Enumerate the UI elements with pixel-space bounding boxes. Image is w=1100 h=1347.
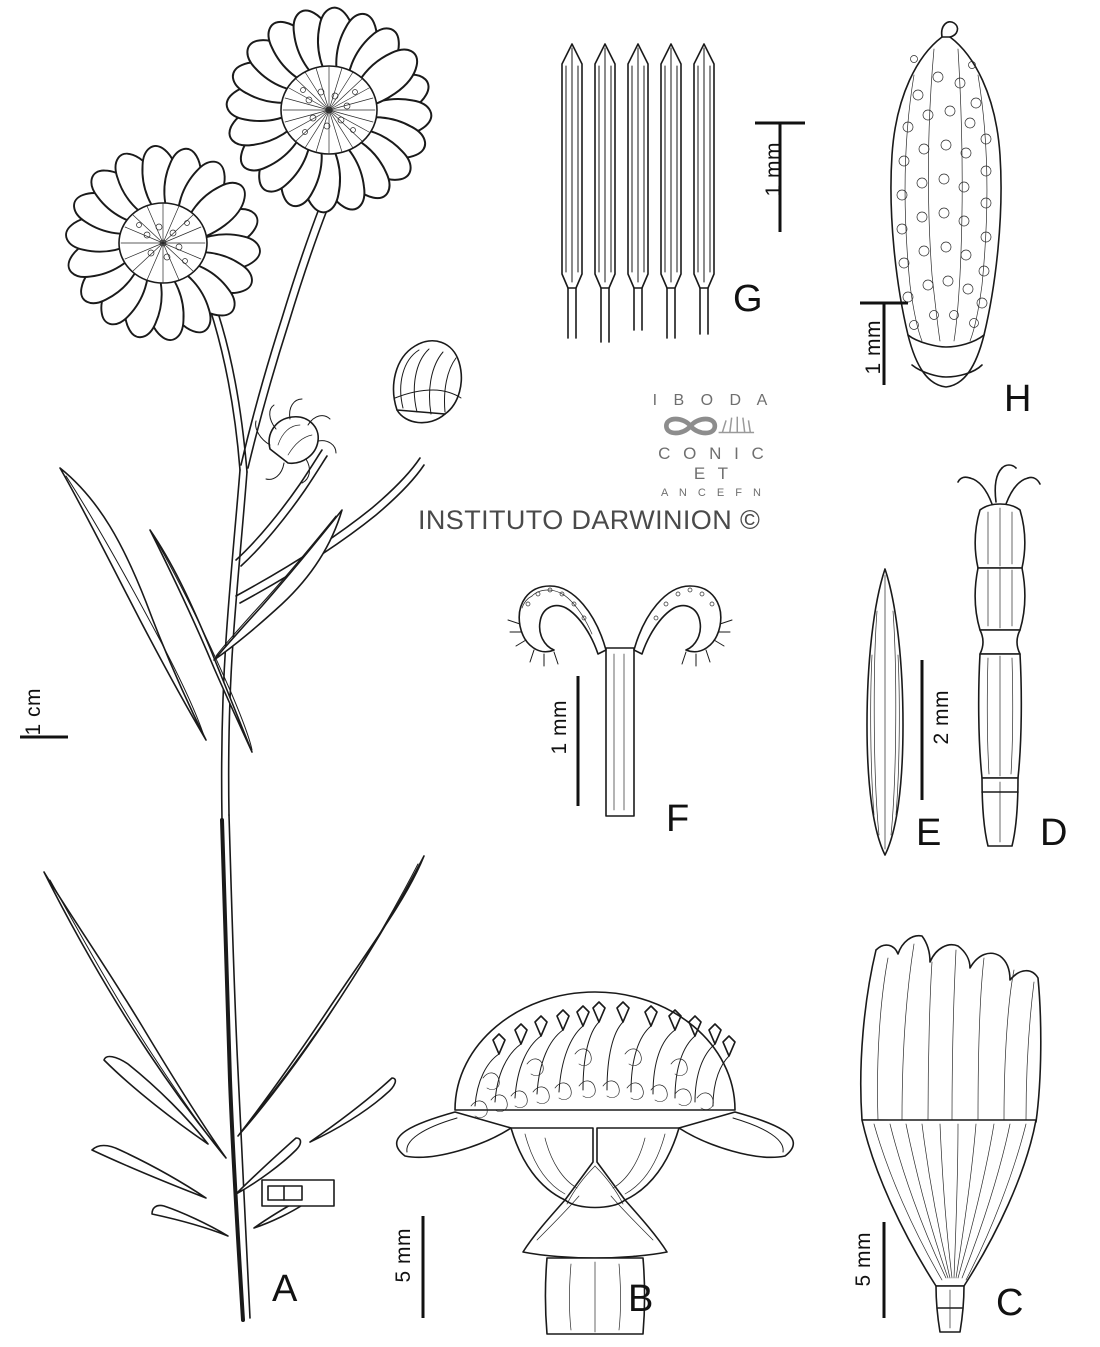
logo-line-iboda: I B O D A — [652, 392, 774, 409]
panel-b-drawing — [397, 992, 794, 1334]
iboda-conicet-logo — [648, 392, 778, 499]
panel-e-drawing — [867, 569, 903, 855]
panel-letter-e: E — [916, 812, 942, 854]
panel-letter-f: F — [666, 798, 690, 840]
scale-label-g: 1 mm — [762, 142, 785, 197]
scale-label-h: 1 mm — [862, 320, 885, 375]
scale-label-b: 5 mm — [392, 1228, 415, 1283]
logo-line-conicet: C O N I C E T — [658, 444, 768, 483]
panel-letter-c: C — [996, 1282, 1024, 1324]
panel-f-drawing — [508, 586, 732, 816]
scale-label-f: 1 mm — [548, 700, 571, 755]
panel-g-drawing — [562, 44, 714, 342]
infinity-mark-icon — [648, 412, 778, 440]
scale-label-a: 1 cm — [22, 688, 45, 736]
panel-letter-b: B — [628, 1278, 654, 1320]
panel-d-drawing — [958, 465, 1040, 846]
logo-line-ancefn: A N C E F N — [661, 487, 765, 499]
panel-letter-a: A — [272, 1268, 298, 1310]
panel-c-drawing — [861, 936, 1041, 1332]
scale-label-c: 5 mm — [852, 1232, 875, 1287]
panel-a-drawing — [44, 4, 461, 1320]
panel-letter-d: D — [1040, 812, 1068, 854]
credit-line: INSTITUTO DARWINION © — [418, 505, 761, 535]
panel-letter-g: G — [733, 278, 764, 320]
ruler-motif — [262, 1180, 334, 1206]
panel-h-drawing — [891, 22, 1001, 387]
panel-letter-h: H — [1004, 378, 1032, 420]
scale-label-d: 2 mm — [930, 690, 953, 745]
